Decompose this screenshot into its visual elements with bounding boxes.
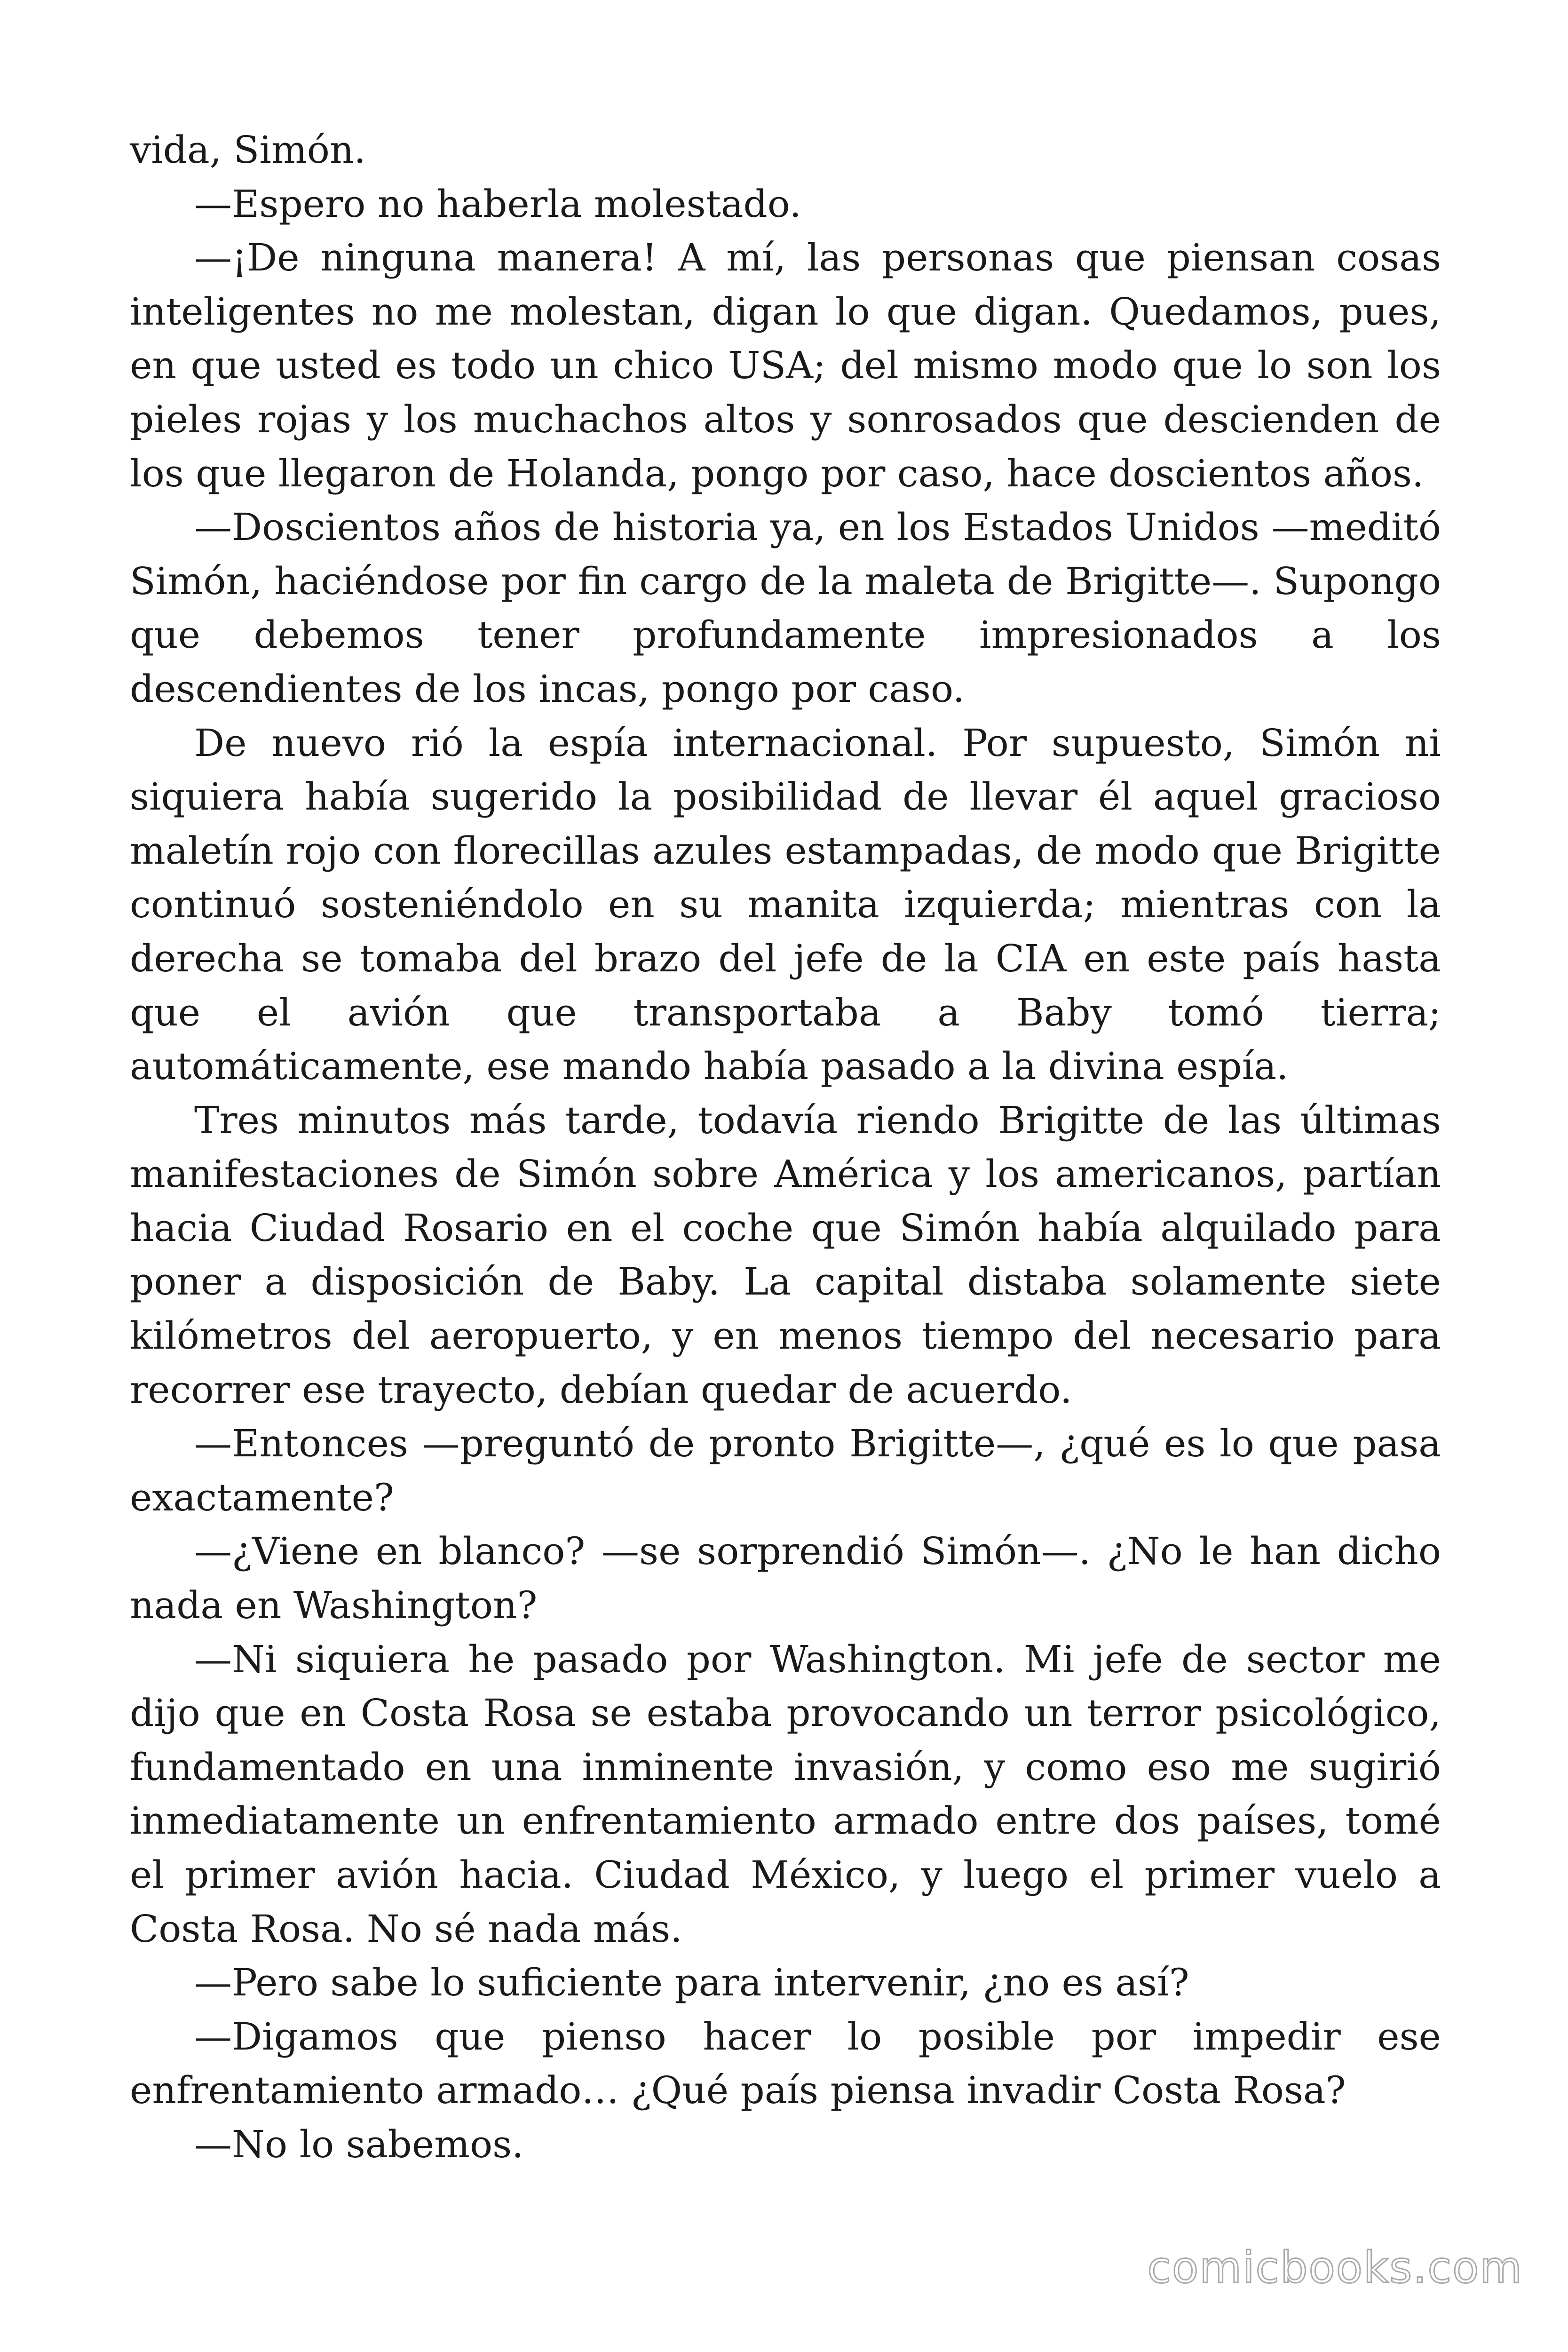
paragraph: —No lo sabemos. bbox=[194, 2122, 524, 2166]
paragraph: —Pero sabe lo suficiente para intervenir, ¿no es así? bbox=[194, 1961, 1189, 2005]
paragraph: De nuevo rió la espía internacional. Por supuesto, Simón ni siquiera había sugerido la posibilidad de llevar él aquel gracioso maletín rojo con florecillas azules estampadas, de modo que Brigitte continuó sosteniéndolo en su manita izquierda; mientras con la derecha se tomaba del brazo del jefe de la CIA en este país hasta que el avión que transportaba a Baby tomó tierra; automáticamente, ese mando había pasado a la divina espía. bbox=[130, 721, 1441, 1089]
paragraph: —Digamos que pienso hacer lo posible por impedir ese enfrentamiento armado… ¿Qué país piensa invadir Costa Rosa? bbox=[130, 2014, 1441, 2113]
paragraph: Tres minutos más tarde, todavía riendo Brigitte de las últimas manifestaciones de Simón sobre América y los americanos, partían hacia Ciudad Rosario en el coche que Simón había alquilado para poner a disposición de Baby. La capital distaba solamente siete kilómetros del aeropuerto, y en menos tiempo del necesario para recorrer ese trayecto, debían quedar de acuerdo. bbox=[130, 1098, 1441, 1412]
paragraph: —Doscientos años de historia ya, en los Estados Unidos —meditó Simón, haciéndose por fin cargo de la maleta de Brigitte—. Supongo que debemos tener profundamente impresionados a los descendientes de los incas, pongo por caso. bbox=[130, 505, 1441, 711]
paragraph: —Ni siquiera he pasado por Washington. Mi jefe de sector me dijo que en Costa Rosa se estaba provocando un terror psicológico, fundamentado en una inminente invasión, y como eso me sugirió inmediatamente un enfrentamiento armado entre dos países, tomé el primer avión hacia. Ciudad México, y luego el primer vuelo a Costa Rosa. No sé nada más. bbox=[130, 1637, 1441, 1951]
page-text-body bbox=[130, 123, 1441, 2172]
paragraph: —¿Viene en blanco? —se sorprendió Simón—. ¿No le han dicho nada en Washington? bbox=[130, 1529, 1441, 1628]
paragraph: —Entonces —preguntó de pronto Brigitte—, ¿qué es lo que pasa exactamente? bbox=[130, 1422, 1441, 1519]
watermark: comicbooks.com bbox=[1147, 2242, 1523, 2293]
paragraph: vida, Simón. bbox=[130, 128, 366, 172]
paragraph: —Espero no haberla molestado. bbox=[194, 182, 801, 226]
paragraph: —¡De ninguna manera! A mí, las personas que piensan cosas inteligentes no me molestan, digan lo que digan. Quedamos, pues, en que usted es todo un chico USA; del mismo modo que lo son los pieles rojas y los muchachos altos y sonrosados que descienden de los que llegaron de Holanda, pongo por caso, hace doscientos años. bbox=[130, 236, 1441, 495]
